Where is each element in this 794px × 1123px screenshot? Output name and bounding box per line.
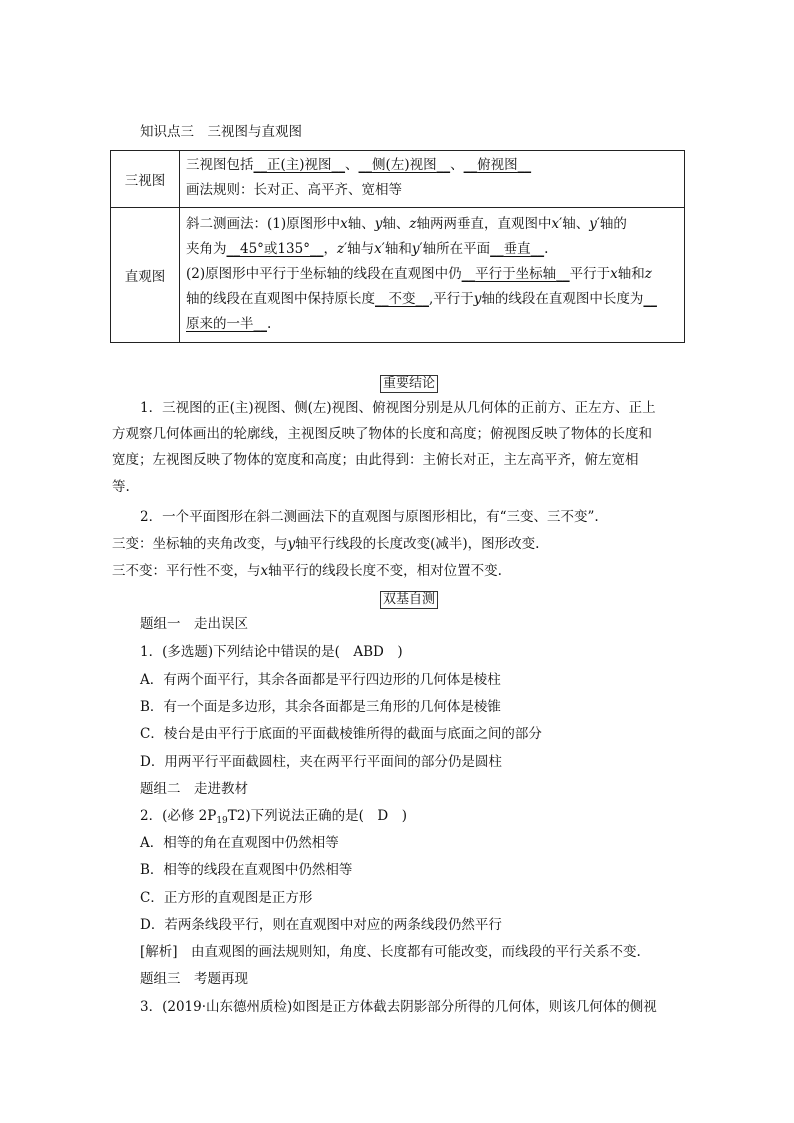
blank-half: 原来的一半 — [186, 315, 254, 332]
q1-option-b: B．有一个面是多边形，其余各面都是三角形的几何体是棱锥 — [140, 699, 501, 715]
row-head-three-views: 三视图 — [111, 151, 180, 208]
conclusion2-line1: 2．一个平面图形在斜二测画法下的直观图与原图形相比，有“三变、三不变”. — [140, 509, 599, 525]
question3: 3．(2019·山东德州质检)如图是正方体截去阴影部分所得的几何体，则该几何体的侧视 — [140, 999, 657, 1015]
conclusion1-line1: 1．三视图的正(主)视图、侧(左)视图、俯视图分别是从几何体的正前方、正左方、正上 — [140, 400, 656, 416]
group3-title: 题组三 考题再现 — [140, 971, 248, 987]
section-title: 知识点三 三视图与直观图 — [140, 124, 302, 140]
heading-self-test: 双基自测 — [380, 589, 438, 609]
conclusion1-line2: 方观察几何体画出的轮廓线，主视图反映了物体的长度和高度；俯视图反映了物体的长度和 — [112, 426, 652, 442]
intuitive-line1: 斜二测画法：(1)原图形中x轴、y轴、z轴两两垂直，直观图中x′轴、y′轴的 — [186, 215, 627, 232]
question1: 1．(多选题)下列结论中错误的是( ABD ) — [140, 644, 403, 660]
intuitive-line3: (2)原图形中平行于坐标轴的线段在直观图中仍__平行于坐标轴__平行于x轴和z — [186, 265, 652, 282]
conclusion2-line2: 三变：坐标轴的夹角改变，与y轴平行线段的长度改变(减半)，图形改变. — [112, 536, 540, 552]
q1-option-a: A．有两个面平行，其余各面都是平行四边形的几何体是棱柱 — [140, 672, 501, 688]
q2-option-a: A．相等的角在直观图中仍然相等 — [140, 835, 339, 851]
three-views-line1: 三视图包括__正(主)视图__、__侧(左)视图__、__俯视图__ — [186, 157, 532, 173]
intuitive-line5: 原来的一半__. — [186, 315, 272, 332]
table-row — [111, 208, 685, 343]
conclusion2-line3: 三不变：平行性不变，与x轴平行的线段长度不变，相对位置不变. — [112, 563, 502, 579]
blank-front-view: 正(主)视图 — [267, 157, 332, 173]
question2: 2．(必修 $2P_{19}T2$)下列说法正确的是( D ) — [140, 808, 407, 826]
q2-analysis: [解析] 由直观图的画法规则知，角度、长度都有可能改变，而线段的平行关系不变. — [140, 944, 641, 960]
intuitive-line4: 轴的线段在直观图中保持原长度__不变__,平行于y轴的线段在直观图中长度为__ — [186, 290, 657, 307]
knowledge-table — [110, 150, 685, 343]
conclusion1-line3: 宽度；左视图反映了物体的宽度和高度；由此得到：主俯长对正，主左高平齐，俯左宽相 — [112, 452, 639, 468]
conclusion1-line4: 等. — [112, 479, 130, 495]
blank-angle: 45°或135° — [240, 240, 310, 257]
heading-important-conclusions: 重要结论 — [380, 373, 438, 393]
q1-option-c: C．棱台是由平行于底面的平面截棱锥所得的截面与底面之间的部分 — [140, 726, 542, 742]
q2-option-b: B．相等的线段在直观图中仍然相等 — [140, 862, 353, 878]
row-body-three-views — [180, 151, 685, 208]
blank-parallel: 平行于坐标轴 — [475, 265, 557, 282]
q1-option-d: D．用两平行平面截圆柱，夹在两平行平面间的部分仍是圆柱 — [140, 754, 502, 770]
q2-option-d: D．若两条线段平行，则在直观图中对应的两条线段仍然平行 — [140, 917, 502, 933]
intuitive-line2: 夹角为__45°或135°__，z′轴与x′轴和y′轴所在平面__垂直__. — [186, 240, 549, 257]
three-views-line2: 画法规则：长对正、高平齐、宽相等 — [186, 182, 402, 198]
q2-option-c: C．正方形的直观图是正方形 — [140, 890, 313, 906]
blank-unchanged: 不变 — [388, 290, 416, 307]
blank-top-view: 俯视图 — [477, 157, 518, 173]
blank-side-view: 侧(左)视图 — [372, 157, 437, 173]
blank-perpendicular: 垂直 — [503, 240, 531, 257]
row-body-intuitive — [180, 208, 685, 343]
group2-title: 题组二 走进教材 — [140, 781, 248, 797]
row-head-intuitive: 直观图 — [111, 208, 180, 343]
group1-title: 题组一 走出误区 — [140, 616, 248, 632]
table-row — [111, 151, 685, 208]
